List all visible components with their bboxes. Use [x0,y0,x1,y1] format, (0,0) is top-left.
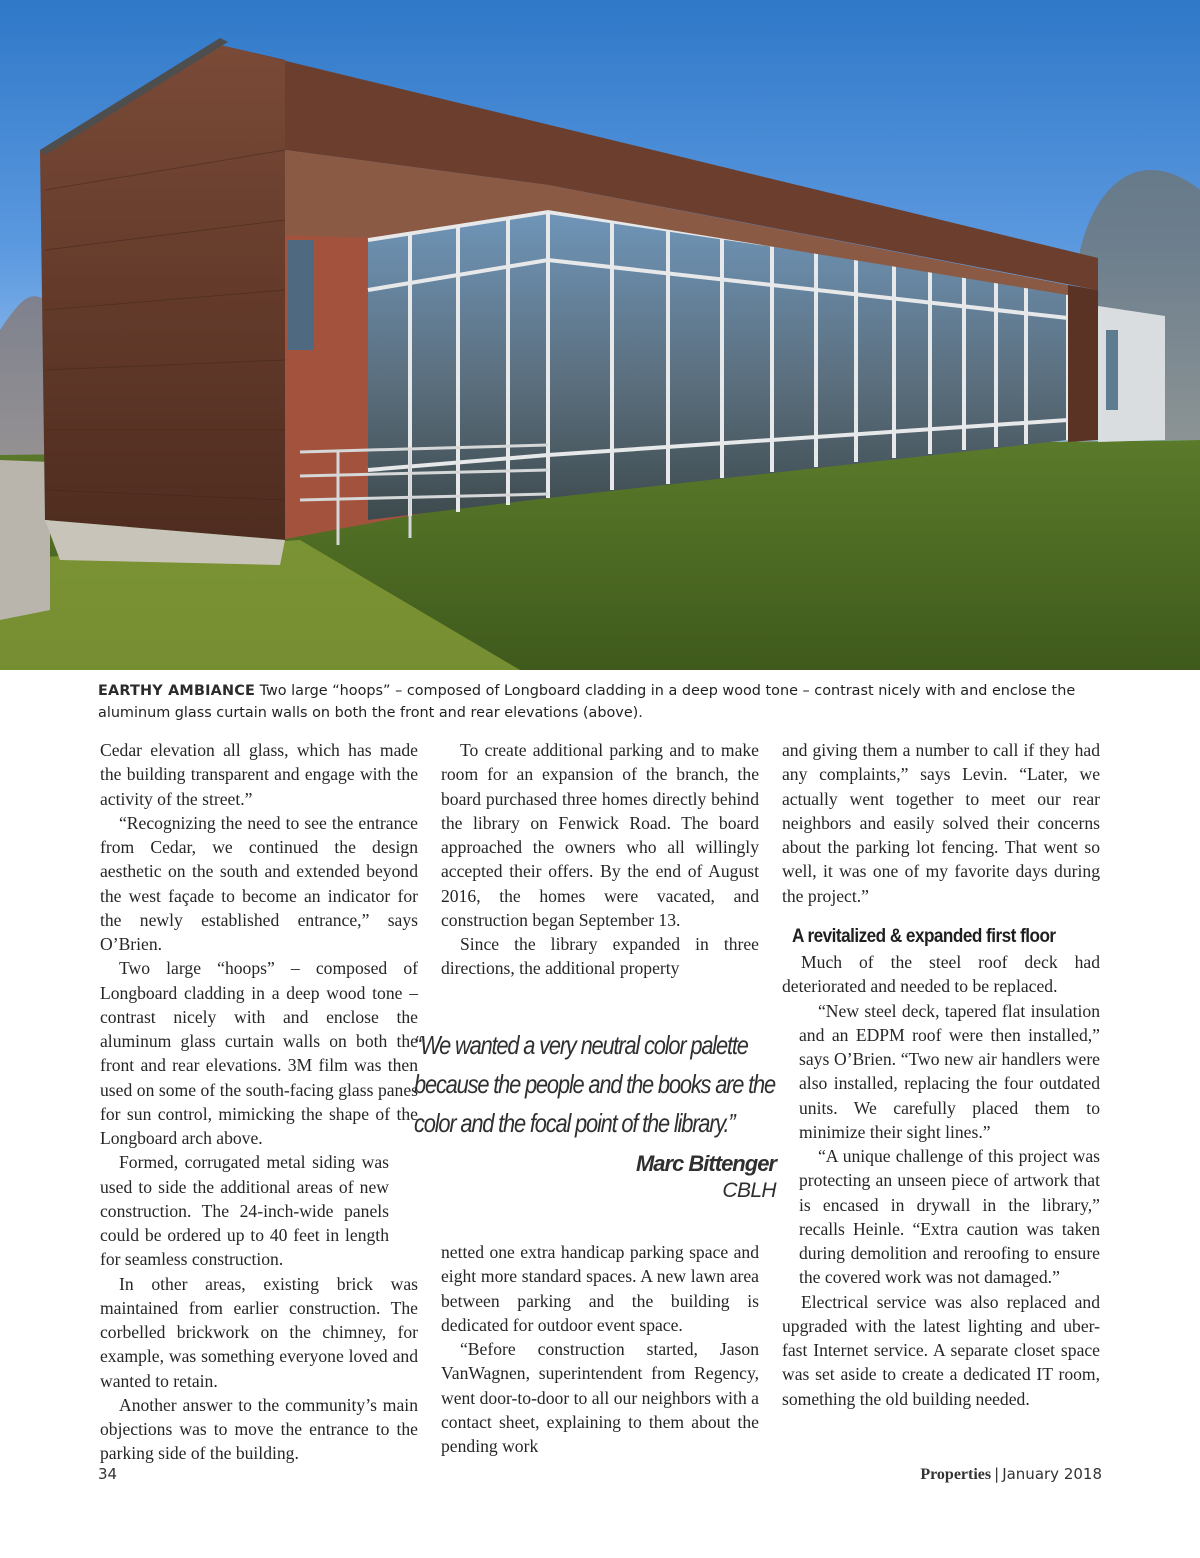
footer-separator: | [994,1465,1000,1483]
paragraph: In other areas, existing brick was maintained from earlier construction. The corbelled brickwork on the chimney, for example, was something everyone loved and wanted to retain. [100,1273,418,1391]
paragraph: Cedar elevation all glass, which has made the building transparent and engage with the activity of the street.” [100,740,418,809]
paragraph: “Before construction started, Jason VanWagnen, superintendent from Regency, went door-to-door to all our neighbors with a contact sheet, explaining to them about the pending work [441,1339,759,1456]
building-photo [0,0,1200,670]
paragraph: Another answer to the community’s main objections was to move the entrance to the parking side of the building. [100,1394,418,1464]
page-number: 34 [98,1465,118,1483]
paragraph: Two large “hoops” – composed of Longboard cladding in a deep wood tone – contrast nicely with and enclose the aluminum glass curtain walls on both the front and rear elevations. 3M film was then used on some of the south-facing glass panes for sun control, mimicking the shape of the Longboard arch above. [100,958,418,1148]
paragraph: “A unique challenge of this project was protecting an unseen piece of artwork that is encased in drywall in the library,” recalls Heinle. “Extra caution was taken during demolition and reroofing to ensure the covered work was not damaged.” [799,1146,1100,1288]
paragraph: Since the library expanded in three directions, the additional property [441,934,759,979]
paragraph: netted one extra handicap parking space and eight more standard spaces. A new lawn area between parking and the building is dedicated for outdoor event space. [441,1242,759,1335]
pull-quote-attribution-name: Marc Bittenger [635,1151,776,1176]
caption-text: Two large “hoops” – composed of Longboard cladding in a deep wood tone – contrast nicely with and enclose the aluminum glass curtain walls on both the front and rear elevations (above). [98,683,1076,721]
article-column-2-bottom [441,1240,759,1458]
pull-quote [414,1026,776,1203]
paragraph: Electrical service was also replaced and upgraded with the latest lighting and uber-fast Internet service. A separate closet space was set aside to create a dedicated IT room, something the old building needed. [782,1291,1100,1409]
paragraph: Much of the steel roof deck had deteriorated and needed to be replaced. [782,952,1100,997]
photo-caption [98,680,1108,724]
article-column-1 [100,738,418,1466]
article-column-3 [782,738,1100,1411]
publication-name: Properties [920,1466,992,1483]
issue-date: January 2018 [1002,1465,1102,1483]
section-subheading: A revitalized & expanded first floor [792,924,1056,947]
library-building-illustration [0,0,1200,670]
paragraph: “Recognizing the need to see the entrance from Cedar, we continued the design aesthetic on the south and extended beyond the west façade to become an indicator for the newly established entrance,” says O’Brien. [100,812,418,954]
footer-publication-line [920,1465,1102,1484]
pull-quote-text: “We wanted a very neutral color palette because the people and the books are the color and the focal point of the library.” [414,1030,775,1138]
paragraph: To create additional parking and to make room for an expansion of the branch, the board purchased three homes directly behind the library on Fenwick Road. The board approached the owners who all willingly accepted their offers. By the end of August 2016, the homes were vacated, and construction began September 13. [441,740,759,930]
paragraph: Formed, corrugated metal siding was used to side the additional areas of new construction. The 24-inch-wide panels could be ordered up to 40 feet in length for seamless construction. [100,1152,389,1270]
caption-heading: EARTHY AMBIANCE [98,683,256,699]
article-column-2-top [441,738,759,981]
pull-quote-attribution-org: CBLH [722,1179,776,1202]
paragraph: “New steel deck, tapered flat insulation and an EDPM roof were then installed,” says O’Brien. “Two new air handlers were also installed, replacing the four outdated units. We carefully placed them to minimize their sight lines.” [799,1000,1100,1142]
paragraph: and giving them a number to call if they had any complaints,” says Levin. “Later, we actually went together to meet our rear neighbors and easily solved their concerns about the parking lot fencing. That went so well, it was one of my favorite days during the project.” [782,740,1100,906]
